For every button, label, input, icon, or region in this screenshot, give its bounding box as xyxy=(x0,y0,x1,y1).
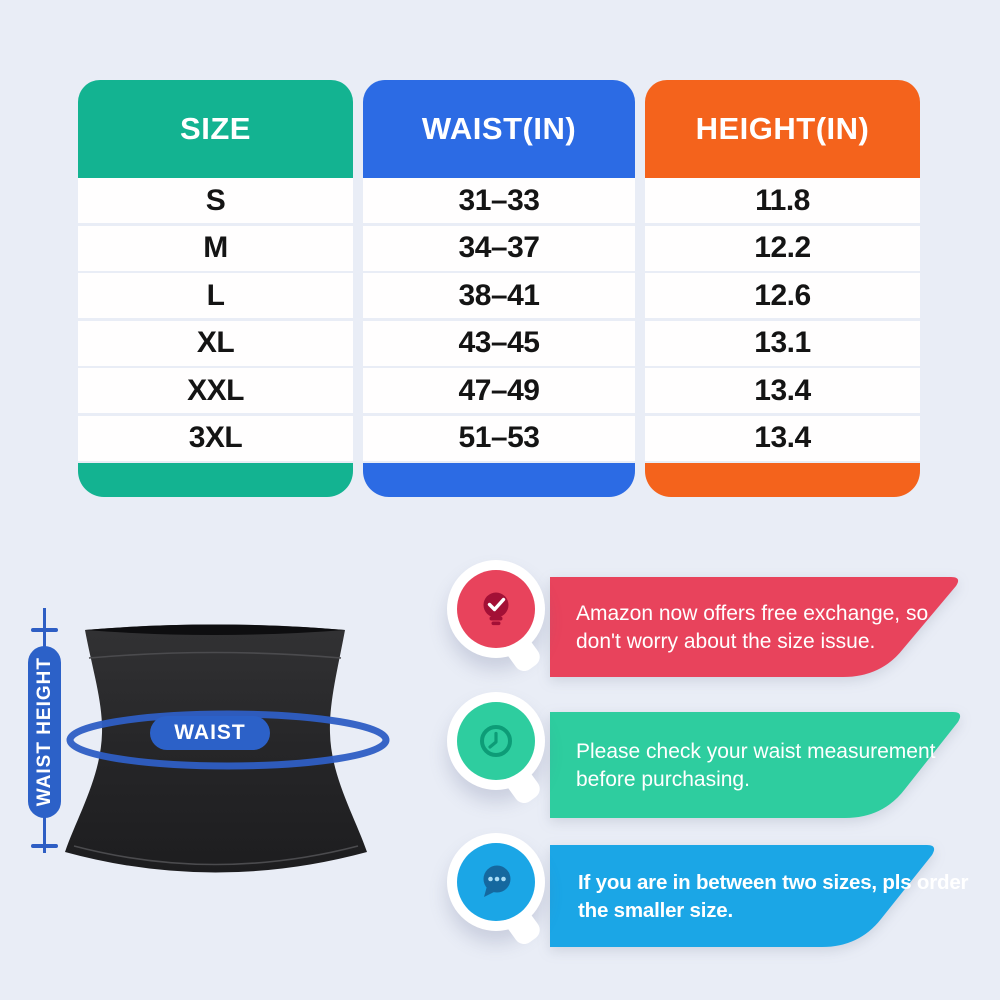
callout-text xyxy=(576,577,928,677)
height-cell: 12.2 xyxy=(645,226,920,271)
waist-cell: 47–49 xyxy=(363,368,635,413)
size-cell: XXL xyxy=(78,368,353,413)
callout-free-exchange xyxy=(447,560,969,700)
callout-text-line: If you are in between two sizes, pls order xyxy=(578,870,969,894)
size-column xyxy=(78,80,353,497)
callout-text-line: Amazon now offers free exchange, so xyxy=(576,601,929,625)
callout-text xyxy=(578,845,968,947)
height-cell: 13.4 xyxy=(645,368,920,413)
callout-text-line: the smaller size. xyxy=(578,898,733,922)
callout-text-line: don't worry about the size issue. xyxy=(576,629,876,653)
waist-cell: 43–45 xyxy=(363,321,635,366)
table-footer-bar xyxy=(363,463,635,497)
callout-between-sizes xyxy=(447,831,969,971)
waist-column xyxy=(363,80,635,497)
waist-height-label-text: WAIST HEIGHT xyxy=(33,657,55,807)
height-cell: 11.8 xyxy=(645,178,920,223)
callout-badge xyxy=(447,833,545,931)
waist-cell: 31–33 xyxy=(363,178,635,223)
height-cell: 12.6 xyxy=(645,273,920,318)
height-cell: 13.1 xyxy=(645,321,920,366)
waist-cell: 34–37 xyxy=(363,226,635,271)
callout-check-measurement xyxy=(447,690,969,830)
table-footer-bar xyxy=(78,463,353,497)
clock-icon xyxy=(457,702,535,780)
size-cell: 3XL xyxy=(78,416,353,461)
lightbulb-check-icon xyxy=(457,570,535,648)
waist-cell: 51–53 xyxy=(363,416,635,461)
callout-badge xyxy=(447,560,545,658)
callout-badge xyxy=(447,692,545,790)
size-cell: S xyxy=(78,178,353,223)
column-header-height: HEIGHT(IN) xyxy=(645,80,920,178)
callout-text-line: before purchasing. xyxy=(576,767,750,791)
waist-label xyxy=(150,716,270,750)
column-header-waist: WAIST(IN) xyxy=(363,80,635,178)
size-cell: L xyxy=(78,273,353,318)
table-footer-bar xyxy=(645,463,920,497)
size-cell: M xyxy=(78,226,353,271)
waist-label-text: WAIST xyxy=(174,721,246,744)
height-cell: 13.4 xyxy=(645,416,920,461)
height-column xyxy=(645,80,920,497)
waist-cell: 38–41 xyxy=(363,273,635,318)
callout-text xyxy=(576,712,936,818)
callout-text-line: Please check your waist measurement xyxy=(576,739,936,763)
size-cell: XL xyxy=(78,321,353,366)
waist-trainer-illustration xyxy=(50,612,390,894)
chat-dots-icon xyxy=(457,843,535,921)
column-header-size: SIZE xyxy=(78,80,353,178)
